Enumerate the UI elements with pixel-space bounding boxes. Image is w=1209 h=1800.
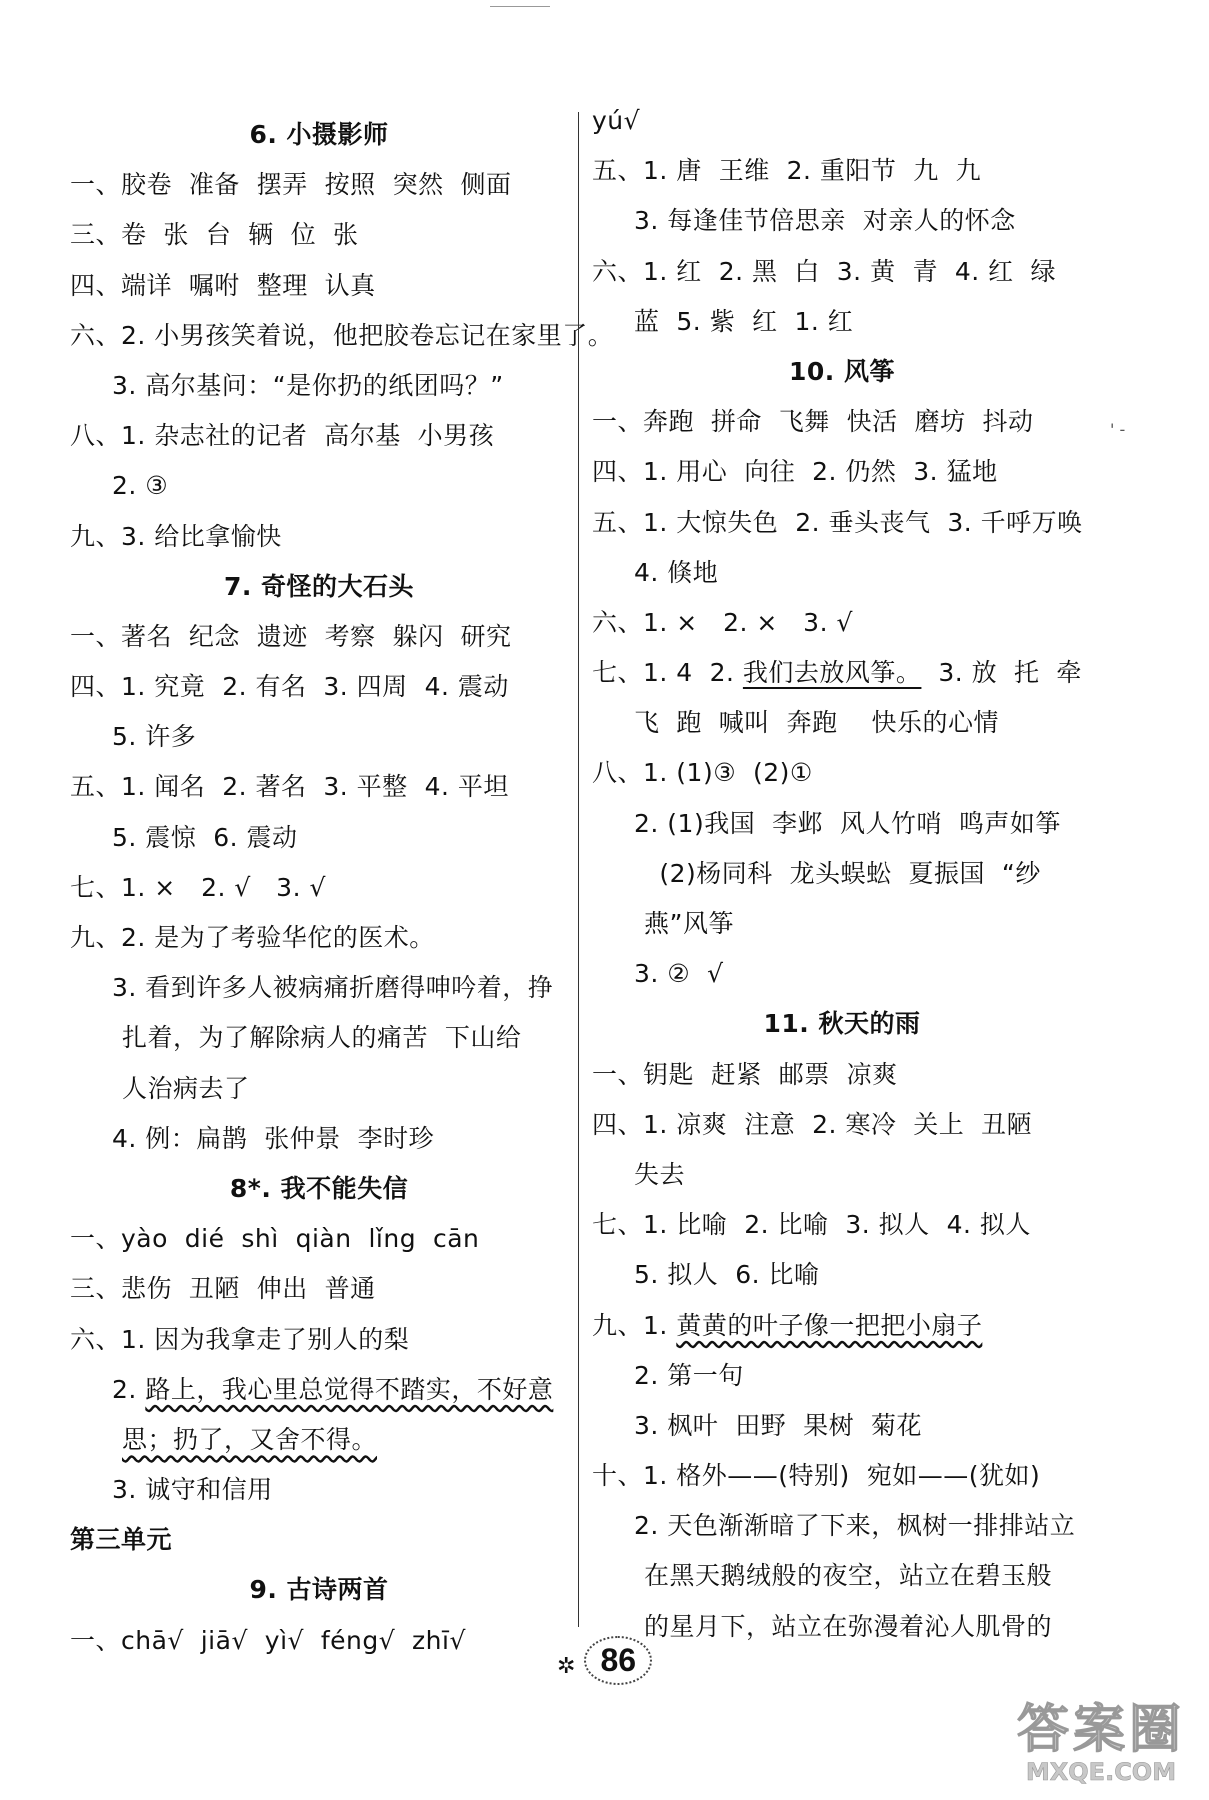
answer-line [70, 1465, 568, 1515]
answer-line [592, 849, 1092, 899]
answer-line [70, 1315, 568, 1365]
answer-line [70, 411, 568, 461]
answer-text: 3. 枫叶 田野 果树 菊花 [634, 1410, 922, 1440]
answer-text: 八、1. 杂志社的记者 高尔基 小男孩 [70, 421, 495, 451]
answer-text: 九、2. 是为了考验华佗的医术。 [70, 923, 435, 952]
answer-line [70, 863, 568, 913]
underlined-answer: 我们去放风筝。 [742, 658, 922, 688]
answer-text: 8*. 我不能失信 [229, 1173, 409, 1203]
answer-line [592, 748, 1092, 798]
answer-line [70, 311, 614, 361]
answer-text: 扎着，为了解除病人的痛苦 下山给 [122, 1023, 522, 1053]
answer-line [70, 210, 568, 260]
answer-text: 人治病去了 [122, 1073, 250, 1103]
lesson-title [70, 1164, 568, 1214]
answer-line [592, 1351, 1092, 1401]
wavy-underlined-answer: 黄黄的叶子像一把把小扇子 [676, 1310, 983, 1340]
answer-text: 燕”风筝 [644, 909, 734, 938]
answer-text: 一、奔跑 拼命 飞舞 快活 磨坊 抖动 [592, 407, 1034, 437]
flower-icon: ✲ [556, 1654, 576, 1679]
answer-line [592, 196, 1092, 246]
lesson-title [592, 999, 1092, 1049]
answer-text: 10. 风筝 [789, 356, 895, 386]
answer-text: 九、3. 给比拿愉快 [70, 521, 282, 551]
answer-line [592, 247, 1092, 297]
wavy-underlined-answer: 路上，我心里总觉得不踏实，不好意 [145, 1374, 554, 1404]
answer-line [592, 899, 1092, 949]
answer-line [592, 799, 1092, 849]
answer-line [70, 1365, 568, 1415]
answer-text: 一、yào dié shì qiàn lǐng cān [70, 1224, 480, 1254]
answer-text: 八、1. (1)③ (2)① [592, 758, 813, 788]
answer-text: 的星月下，站立在弥漫着沁人肌骨的 [644, 1611, 1053, 1641]
answer-text: 失去 [634, 1159, 686, 1189]
answer-line [592, 698, 1092, 748]
answer-text: 3. 每逢佳节倍思亲 对亲人的怀念 [634, 206, 1016, 236]
answer-text: 3. 诚守和信用 [112, 1475, 273, 1505]
answer-line [70, 512, 568, 562]
lesson-title [70, 562, 568, 612]
answer-text: 4. 例：扁鹊 张仲景 李时珍 [112, 1123, 435, 1153]
answer-text: yú√ [592, 106, 641, 135]
unit-heading [70, 1515, 568, 1565]
answer-line [592, 1301, 1092, 1351]
answer-line [592, 96, 1092, 146]
answer-line [70, 813, 568, 863]
answer-line [592, 447, 1092, 497]
answer-text: 4. 倏地 [634, 557, 719, 587]
answer-text-after: 3. 放 托 牵 [921, 658, 1082, 688]
answer-text: 一、著名 纪念 遗迹 考察 躲闪 研究 [70, 621, 512, 651]
answer-text: 三、卷 张 台 辆 位 张 [70, 220, 359, 250]
answer-line [70, 712, 568, 762]
answer-text: 十、1. 格外——(特别) 宛如——(犹如) [592, 1461, 1041, 1491]
stray-mark: ' - [1110, 420, 1126, 439]
watermark-url: MXQE.COM [1025, 1758, 1177, 1786]
answer-text: 三、悲伤 丑陋 伸出 普通 [70, 1274, 376, 1304]
answer-text: 在黑天鹅绒般的夜空，站立在碧玉般 [644, 1561, 1053, 1591]
answer-text: 3. 看到许多人被病痛折磨得呻吟着，挣 [112, 973, 554, 1003]
answer-line [70, 913, 568, 963]
answer-text: 5. 震惊 6. 震动 [112, 822, 298, 852]
answer-line [592, 297, 1092, 347]
wavy-underlined-answer: 思；扔了，又舍不得。 [122, 1424, 378, 1454]
answer-text: 九、1. [592, 1310, 677, 1340]
answer-line [70, 1264, 568, 1314]
answer-text: 五、1. 大惊失色 2. 垂头丧气 3. 千呼万唤 [592, 507, 1083, 537]
answer-text: (2)杨同科 龙头蜈蚣 夏振国 “纱 [634, 858, 1041, 888]
answer-text: 六、1. 因为我拿走了别人的梨 [70, 1324, 410, 1354]
answer-text: 9. 古诗两首 [249, 1575, 389, 1605]
answer-text: 四、端详 嘱咐 整理 认真 [70, 270, 376, 300]
answer-line [592, 146, 1092, 196]
left-column [70, 110, 614, 1666]
answer-line [592, 498, 1092, 548]
answer-line [70, 762, 568, 812]
answer-text: 一、钥匙 赶紧 邮票 凉爽 [592, 1059, 898, 1089]
answer-line [592, 1451, 1092, 1501]
answer-text: 一、chā√ jiā√ yì√ féng√ zhī√ [70, 1625, 466, 1655]
answer-text: 2. [112, 1374, 146, 1404]
lesson-title [70, 1565, 568, 1615]
answer-text: 2. 第一句 [634, 1360, 744, 1390]
answer-text: 六、1. 红 2. 黑 白 3. 黄 青 4. 红 绿 [592, 256, 1057, 286]
answer-text: 2. ③ [112, 471, 169, 501]
answer-text: 5. 许多 [112, 722, 197, 752]
answer-line [70, 612, 568, 662]
answer-text: 七、1. × 2. √ 3. √ [70, 872, 326, 902]
answer-line [70, 1214, 568, 1264]
answer-text: 五、1. 闻名 2. 著名 3. 平整 4. 平坦 [70, 772, 509, 802]
answer-text: 蓝 5. 紫 红 1. 红 [634, 306, 854, 336]
answer-line [592, 1501, 1092, 1551]
lesson-title [592, 347, 1092, 397]
watermark-text: 答案圈 [1016, 1700, 1185, 1760]
answer-line [70, 1415, 568, 1465]
top-rule [490, 6, 550, 7]
answer-text: 七、1. 比喻 2. 比喻 3. 拟人 4. 拟人 [592, 1210, 1031, 1240]
answer-line [70, 1013, 568, 1063]
column-divider [578, 112, 579, 1627]
answer-line [592, 949, 1092, 999]
answer-text: 3. ② √ [634, 959, 724, 989]
answer-line [592, 648, 1092, 698]
answer-text: 四、1. 凉爽 注意 2. 寒冷 关上 丑陋 [592, 1109, 1033, 1139]
answer-line [70, 963, 568, 1013]
answer-text: 四、1. 究竟 2. 有名 3. 四周 4. 震动 [70, 672, 509, 702]
answer-line [592, 598, 1092, 648]
answer-text: 七、1. 4 2. [592, 658, 743, 688]
answer-line [592, 397, 1092, 447]
answer-line [70, 160, 568, 210]
answer-line [70, 1114, 568, 1164]
answer-text: 6. 小摄影师 [249, 120, 389, 149]
right-column [592, 96, 1092, 1652]
answer-text: 六、2. 小男孩笑着说，他把胶卷忘记在家里了。 [70, 320, 614, 350]
answer-text: 11. 秋天的雨 [763, 1009, 921, 1039]
answer-text: 一、胶卷 准备 摆弄 按照 突然 侧面 [70, 170, 512, 200]
answer-text: 飞 跑 喊叫 奔跑 快乐的心情 [634, 708, 999, 738]
answer-line [592, 1150, 1092, 1200]
answer-line [70, 361, 568, 411]
page-footer [0, 1636, 1209, 1685]
answer-text: 2. 天色渐渐暗了下来，枫树一排排站立 [634, 1511, 1076, 1541]
answer-text: 四、1. 用心 向往 2. 仍然 3. 猛地 [592, 457, 998, 487]
answer-line [70, 261, 568, 311]
answer-line [592, 1250, 1092, 1300]
answer-line [592, 1050, 1092, 1100]
answer-line [70, 1064, 568, 1114]
answer-text: 六、1. × 2. × 3. √ [592, 607, 853, 637]
answer-text: 2. (1)我国 李邺 风人竹哨 鸣声如筝 [634, 808, 1061, 838]
answer-text: 第三单元 [70, 1525, 173, 1555]
watermark-logo [1001, 1702, 1201, 1790]
answer-line [592, 1200, 1092, 1250]
answer-text: 五、1. 唐 王维 2. 重阳节 九 九 [592, 156, 982, 186]
answer-text: 5. 拟人 6. 比喻 [634, 1260, 820, 1290]
answer-text: 3. 高尔基问：“是你扔的纸团吗？” [112, 370, 504, 400]
page-number: 86 [584, 1636, 652, 1685]
answer-line [592, 1100, 1092, 1150]
lesson-title [70, 110, 568, 160]
answer-line [70, 461, 568, 511]
answer-text: 7. 奇怪的大石头 [223, 571, 415, 601]
answer-line [70, 662, 568, 712]
answer-line [592, 1401, 1092, 1451]
answer-line [592, 548, 1092, 598]
answer-line [592, 1551, 1092, 1601]
